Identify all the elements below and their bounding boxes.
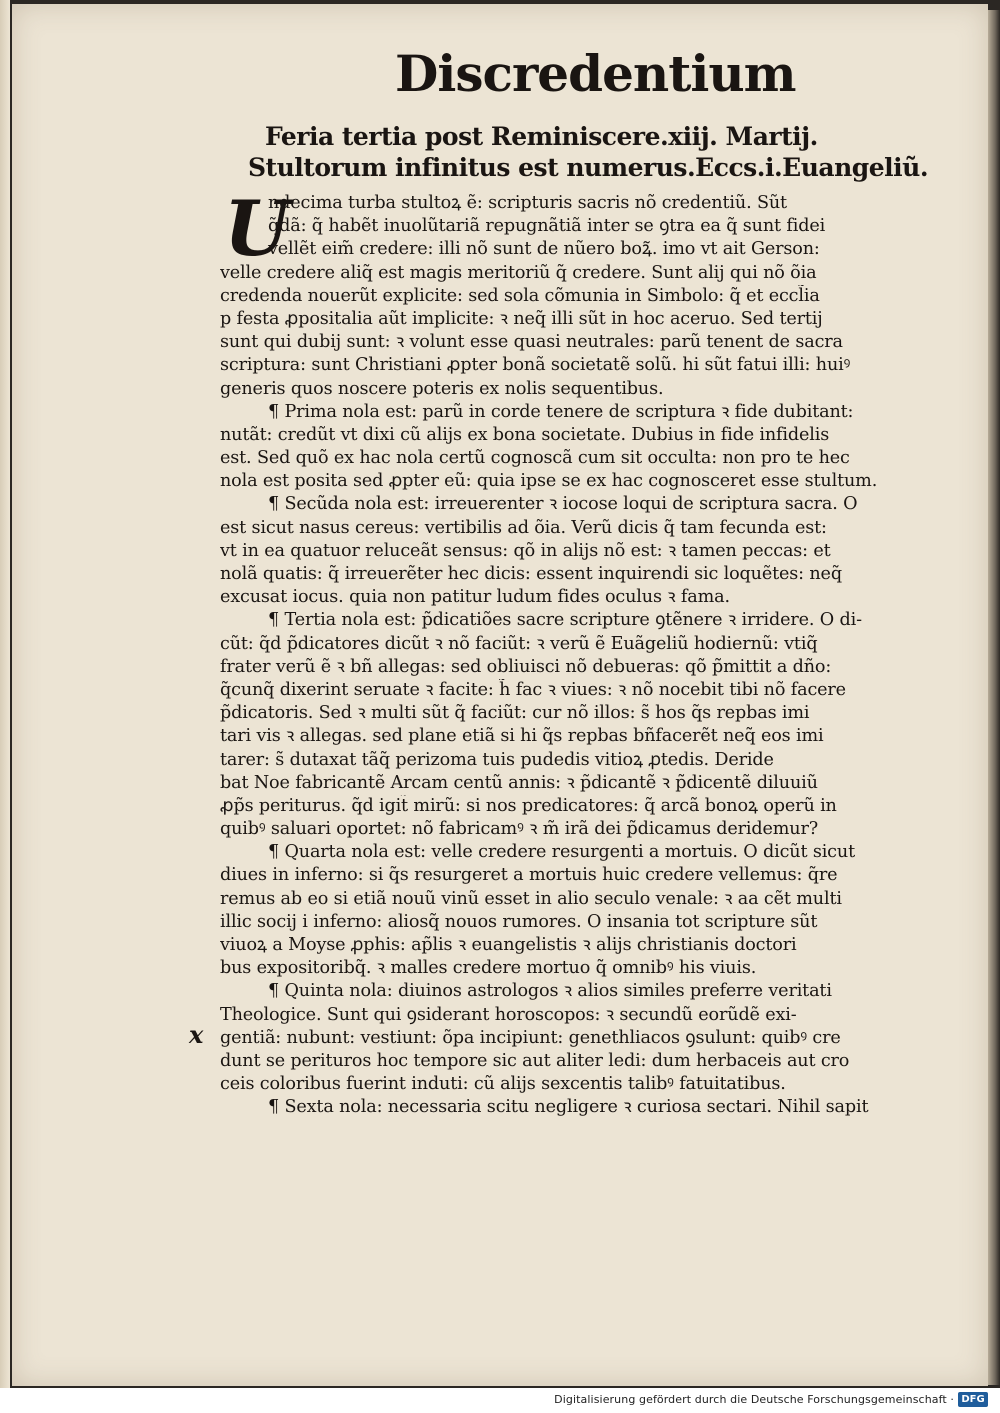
page-edge-shadow xyxy=(988,10,1000,1385)
text-line: ¶ Tertia nola est: p̃dicatiões sacre scripture ꝯtẽnere ꝛ irridere. O di- xyxy=(268,610,862,631)
text-line: nola est posita sed ꝓpter eũ: quia ipse se ex hac cognosceret esse stultum. xyxy=(220,471,878,492)
text-line: ¶ Quinta nola: diuinos astrologos ꝛ alios similes preferre veritati xyxy=(268,981,832,1002)
text-line: ¶ Sexta nola: necessaria scitu negligere ꝛ curiosa sectari. Nihil sapit xyxy=(268,1097,869,1118)
text-line: q̃cunq̃ dixerint seruate ꝛ facite: h̃ fac ꝛ viues: ꝛ nõ nocebit tibi nõ facere xyxy=(220,679,846,700)
text-line: illic socij i inferno: aliosq̃ nouos rumores. O insania tot scripture sũt xyxy=(220,911,818,932)
text-line: Theologice. Sunt qui ꝯsiderant horoscopos: ꝛ secundũ eorũdẽ exi- xyxy=(220,1004,797,1025)
footer-credit: Digitalisierung gefördert durch die Deutsche Forschungsgemeinschaft · xyxy=(554,1393,954,1406)
text-line: credenda nouerũt explicite: sed sola cõmunia in Simbolo: q̃ et eccl̃ia xyxy=(220,285,820,306)
digitization-footer xyxy=(0,1388,1000,1413)
text-line: nutãt: credũt vt dixi cũ alijs ex bona societate. Dubius in fide infidelis xyxy=(220,424,830,445)
text-line: frater verũ ẽ ꝛ bñ allegas: sed obliuisci nõ debueras: qõ p̃mittit a dño: xyxy=(220,656,832,677)
feast-day-subtitle: Feria tertia post Reminiscere.xiij. Martij. xyxy=(265,122,818,151)
scripture-subtitle: Stultorum infinitus est numerus.Eccs.i.Euangeliũ. xyxy=(248,153,929,182)
text-line: vt in ea quatuor reluceãt sensus: qõ in alijs nõ est: ꝛ tamen peccas: et xyxy=(220,540,831,561)
text-line: est sicut nasus cereus: vertibilis ad õia. Verũ dicis q̃ tam fecunda est: xyxy=(220,517,827,538)
text-line: vellẽt eim̃ credere: illi nõ sunt de nũero boꝝ̃. imo vt ait Gerson: xyxy=(268,239,820,260)
text-line: viuoꝝ a Moyse ꝓphis: ap̃lis ꝛ euangelistis ꝛ alijs christianis doctori xyxy=(220,935,797,955)
text-line: bus expositoribq̃. ꝛ malles credere mortuo q̃ omnibꝰ his viuis. xyxy=(220,958,757,979)
text-line: ꝓp̃s periturus. q̃d igit̃ mirũ: si nos predicatores: q̃ arcã bonoꝝ operũ in xyxy=(220,795,837,816)
text-line: p̃dicatoris. Sed ꝛ multi sũt q̃ faciũt: cur nõ illos: s̃ hos q̃s repbas imi xyxy=(220,703,810,724)
text-line: ¶ Secũda nola est: irreuerenter ꝛ iocose loqui de scriptura sacra. O xyxy=(268,494,858,515)
text-line: ndecima turba stultoꝝ ẽ: scripturis sacris nõ credentiũ. Sũt xyxy=(268,193,787,213)
dfg-logo: DFG xyxy=(958,1392,988,1407)
marginal-annotation: x xyxy=(189,1020,204,1049)
text-line: dunt se perituros hoc tempore sic aut aliter ledi: dum herbaceis aut cro xyxy=(220,1050,850,1071)
text-line: tari vis ꝛ allegas. sed plane etiã si hi q̃s repbas bñfacerẽt neq̃ eos imi xyxy=(220,726,824,747)
text-line: nolã quatis: q̃ irreuerẽter hec dicis: essent inquirendi sic loquẽtes: neq̃ xyxy=(220,564,842,584)
text-line: cũt: q̃d p̃dicatores dicũt ꝛ nõ faciũt: ꝛ verũ ẽ Euãgeliũ hodiernũ: vtiq̃ xyxy=(220,633,818,654)
text-line: est. Sed quõ ex hac nola certũ cognoscã cum sit occulta: non pro te hec xyxy=(220,448,850,469)
body-text xyxy=(220,184,932,1120)
text-line: remus ab eo si etiã nouũ vinũ esset in alio seculo venale: ꝛ aa cẽt multi xyxy=(220,888,842,909)
text-line: generis quos noscere poteris ex nolis sequentibus. xyxy=(220,378,664,399)
text-line: tarer: s̃ dutaxat tãq̃ perizoma tuis pudedis vitioꝝ ꝓtedis. Deride xyxy=(220,749,774,770)
text-line: gentiã: nubunt: vestiunt: õpa incipiunt: genethliacos ꝯsulunt: quibꝰ cre xyxy=(220,1027,841,1048)
drop-cap-initial: U xyxy=(224,184,291,273)
text-line: p festa ꝓpositalia aũt implicite: ꝛ neq̃ illi sũt in hoc aceruo. Sed tertij xyxy=(220,308,823,329)
page-heading: Discredentium xyxy=(395,44,796,103)
text-line: ¶ Prima nola est: parũ in corde tenere de scriptura ꝛ fide dubitant: xyxy=(268,401,854,422)
text-line: sunt qui dubij sunt: ꝛ volunt esse quasi neutrales: parũ tenent de sacra xyxy=(220,332,843,353)
text-line: scriptura: sunt Christiani ꝓpter bonã societatẽ solũ. hi sũt fatui illi: huiꝰ xyxy=(220,355,851,376)
book-spine xyxy=(0,0,10,1413)
text-line: q̃dã: q̃ habẽt inuolũtariã repugnãtiã inter se ꝯtra ea q̃ sunt fidei xyxy=(268,216,826,237)
text-line: quibꝰ saluari oportet: nõ fabricamꝰ ꝛ m̃ irã dei p̃dicamus deridemur? xyxy=(220,819,819,840)
text-line: diues in inferno: si q̃s resurgeret a mortuis huic credere vellemus: q̃re xyxy=(220,865,838,886)
text-line: velle credere aliq̃ est magis meritoriũ q̃ credere. Sunt alij qui nõ õia xyxy=(220,262,817,283)
text-line: ¶ Quarta nola est: velle credere resurgenti a mortuis. O dicũt sicut xyxy=(268,842,855,863)
text-line: excusat iocus. quia non patitur ludum fides oculus ꝛ fama. xyxy=(220,587,730,608)
text-line: bat Noe fabricantẽ Arcam centũ annis: ꝛ p̃dicantẽ ꝛ p̃dicentẽ diluuiũ xyxy=(220,772,818,793)
text-line: ceis coloribus fuerint induti: cũ alijs sexcentis talibꝰ fatuitatibus. xyxy=(220,1074,786,1095)
